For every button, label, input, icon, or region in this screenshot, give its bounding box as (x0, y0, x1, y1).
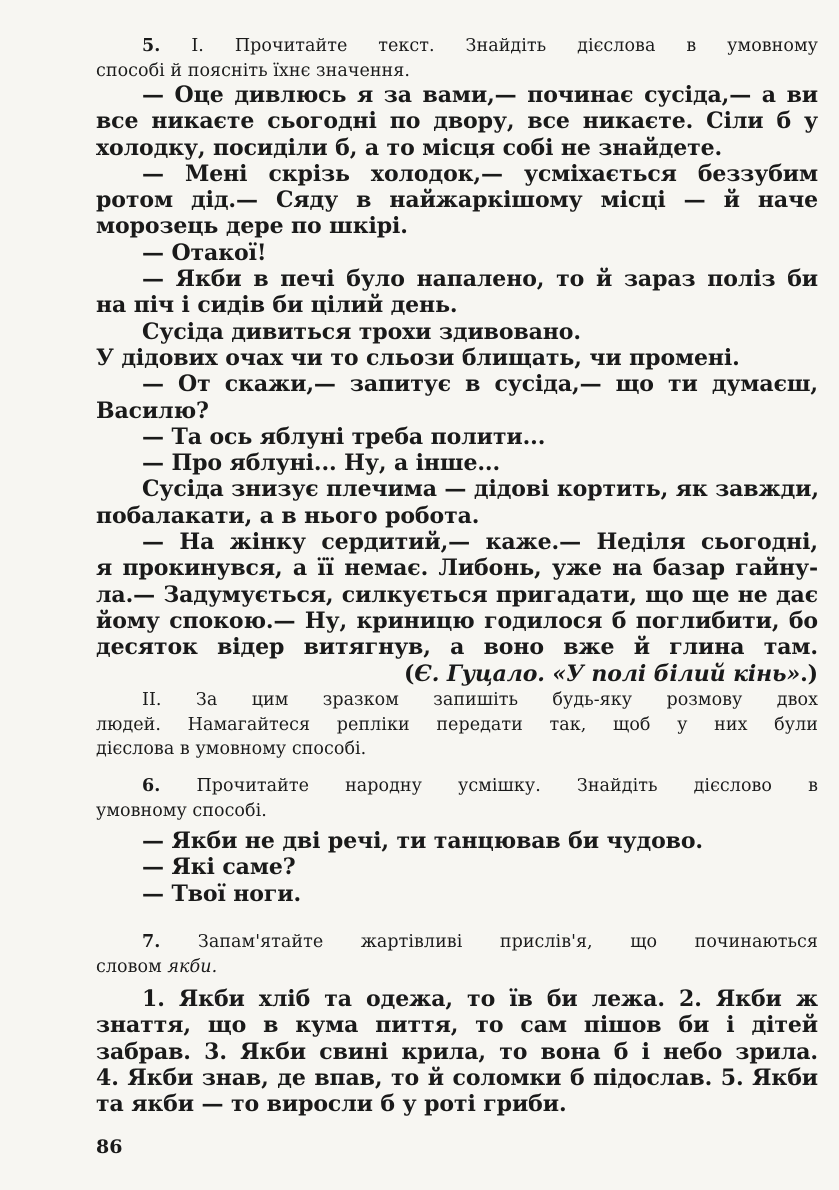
task-line: 5. І. Прочитайте текст. Знайдіть дієслова в умовному (142, 36, 818, 56)
text-line: йому спокою.— Ну, криницю годилося б поглибити, бо (96, 607, 818, 634)
text-line: Сусіда дивиться трохи здивовано. (142, 318, 581, 345)
task-line: 6. Прочитайте народну усмішку. Знайдіть дієслово в (142, 776, 818, 796)
exercise-5-part-2 (96, 688, 818, 762)
text-line: все никаєте сьогодні по двору, все никаєте. Сіли б у (96, 108, 818, 135)
text-line: — Якби в печі було напалено, то й зараз поліз би (142, 266, 818, 293)
task-line: дієслова в умовному способі. (96, 739, 367, 759)
source-title: «У полі білий кінь» (552, 660, 801, 687)
text-line: — Та ось яблуні треба полити... (142, 423, 546, 450)
text-line: — Мені скрізь холодок,— усміхається беззубим (142, 160, 818, 187)
exercise-5-task (96, 34, 818, 83)
task-line: умовному способі. (96, 800, 267, 821)
text-line: Сусіда знизує плечима — дідові кортить, як завжди, (142, 476, 819, 503)
text-line: ротом дід.— Сяду в найжаркішому місці — й наче (96, 187, 818, 214)
exercise-7-proverbs (96, 986, 818, 1117)
text-line: десяток відер витягнув, а воно вже й глина там. (96, 634, 818, 661)
exercise-5-text (96, 82, 818, 687)
text-line: — Про яблуні... Ну, а інше... (142, 450, 501, 477)
text-line: — Оце дивлюсь я за вами,— починає сусіда,— а ви (142, 82, 818, 108)
source-attribution: (Є. Гуцало. «У полі білий кінь».) (404, 660, 818, 687)
proverb-line: та якби — то виросли б у роті гриби. (96, 1091, 567, 1118)
proverb-line: 4. Якби знав, де впав, то й соломки б підослав. 5. Якби (96, 1064, 818, 1091)
text-line: холодку, посиділи б, а то місця собі не знайдете. (96, 134, 723, 161)
text-line: — От скажи,— запитує в сусіда,— що ти думаєш, (142, 371, 818, 398)
task-line: словом якби. (96, 956, 218, 977)
exercise-6-task (96, 774, 818, 823)
text-line: морозець дере по шкірі. (96, 213, 408, 240)
task-line: ІІ. За цим зразком запишіть будь-яку розмову двох (142, 690, 818, 710)
text-line: — На жінку сердитий,— каже.— Неділя сьогодні, (142, 529, 818, 556)
joke-line: — Якби не дві речі, ти танцював би чудово. (142, 828, 703, 854)
text-line: У дідових очах чи то сльози блищать, чи промені. (96, 344, 740, 371)
text-line: на піч і сидів би цілий день. (96, 292, 458, 319)
text-line: Василю? (96, 397, 209, 424)
exercise-number: 6. (142, 776, 161, 796)
highlighted-word: якби. (167, 956, 218, 977)
proverb-line: знаття, що в кума пиття, то сам пішов би і дітей (96, 1012, 818, 1039)
exercise-6-joke (96, 828, 818, 907)
page-number: 86 (96, 1136, 123, 1158)
exercise-7-task (96, 930, 818, 979)
author-name: Є. Гуцало. (414, 660, 545, 687)
text-line: ла.— Задумується, силкується пригадати, що ще не дає (96, 581, 818, 608)
text-line: побалакати, а в нього робота. (96, 502, 480, 529)
exercise-number: 7. (142, 932, 161, 952)
joke-line: — Твої ноги. (142, 880, 302, 907)
task-line: способі й поясніть їхнє значення. (96, 60, 410, 81)
proverb-line: 1. Якби хліб та одежа, то їв би лежа. 2. Якби ж (142, 986, 818, 1012)
text-line: я прокинувся, а її немає. Либонь, уже на базар гайну- (96, 555, 818, 582)
task-line: 7. Запам'ятайте жартівливі прислів'я, що починаються (142, 932, 818, 952)
joke-line: — Які саме? (142, 854, 296, 881)
exercise-number: 5. (142, 36, 161, 56)
task-line: людей. Намагайтеся репліки передати так, щоб у них були (96, 714, 818, 735)
text-line: — Отакої! (142, 239, 267, 266)
proverb-line: забрав. 3. Якби свині крила, то вона б і небо зрила. (96, 1038, 818, 1065)
